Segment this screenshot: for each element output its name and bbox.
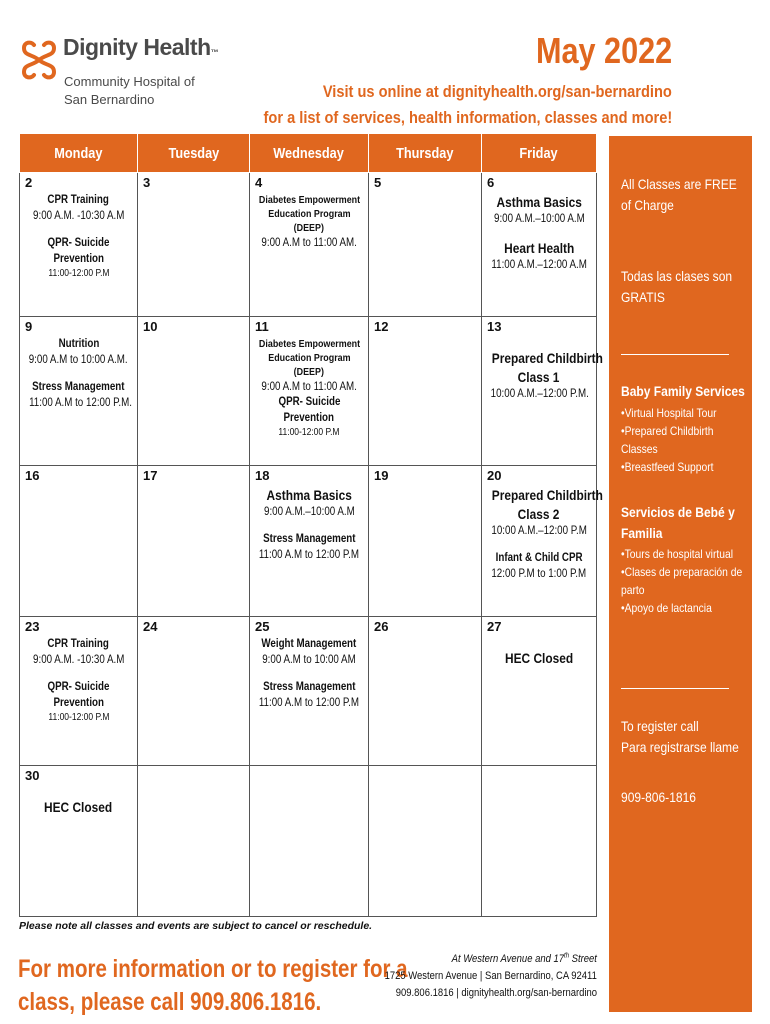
sidebar-divider [621, 688, 729, 689]
service-list-item: •Tours de hospital virtual [621, 547, 734, 561]
event-list [20, 193, 137, 281]
calendar-day-cell [369, 317, 482, 466]
service-list-item: •Apoyo de lactancia [621, 601, 712, 615]
event-time: 10:00 A.M.–12:00 P.M. [490, 387, 589, 400]
day-number: 16 [25, 468, 40, 483]
register-note: To register call Para registrarse llame [621, 718, 739, 755]
event-title: Stress Management [262, 681, 356, 694]
day-number: 17 [143, 468, 158, 483]
event-title: Heart Health [503, 240, 575, 257]
event-title: (DEEP) [293, 222, 325, 235]
event-time: 11:00-12:00 P.M [47, 268, 110, 280]
event-title: Stress Management [32, 381, 125, 394]
event-time: 10:00 A.M.–12:00 P.M [491, 524, 587, 537]
event-time: 11:00-12:00 P.M [47, 712, 110, 724]
weekday-header: Wednesday [250, 134, 369, 173]
event-time: 9:00 A.M to 11:00 AM. [261, 380, 357, 393]
day-number: 9 [25, 319, 33, 334]
cancel-note: Please note all classes and events are subject to cancel or reschedule. [19, 920, 373, 932]
event-time: 9:00 A.M. -10:30 A.M [32, 209, 125, 222]
day-number: 18 [255, 468, 270, 483]
calendar-week-row [20, 766, 597, 917]
event-list [250, 193, 368, 251]
day-number: 3 [143, 175, 151, 190]
calendar-week-row [20, 317, 597, 466]
event-title: Nutrition [58, 338, 99, 350]
service-list-item: parto [621, 583, 645, 597]
calendar-day-cell [250, 617, 369, 766]
calendar-day-cell [20, 617, 138, 766]
event-title: Class 2 [518, 505, 560, 522]
calendar-day-cell [369, 617, 482, 766]
event-title: QPR- Suicide [47, 681, 110, 694]
calendar-day-cell [250, 173, 369, 317]
event-list [250, 337, 368, 440]
event-title: Diabetes Empowerment [258, 194, 361, 206]
event-time: 11:00 A.M.–12:00 A.M [491, 259, 587, 272]
day-number: 24 [143, 619, 158, 634]
event-title: Asthma Basics [266, 487, 352, 503]
event-time: 9:00 A.M to 10:00 A.M. [29, 353, 128, 366]
calendar-day-cell [369, 173, 482, 317]
event-title: Stress Management [262, 533, 356, 546]
hospital-name-line-1: Community Hospital of [64, 74, 195, 89]
event-list [250, 637, 368, 711]
bebe-services-list [621, 545, 749, 617]
free-note-es: Todas las clases son GRATIS [621, 268, 733, 305]
event-list [482, 193, 596, 274]
service-list-item: •Breastfeed Support [621, 460, 714, 474]
event-time: 11:00-12:00 P.M [278, 427, 340, 439]
service-list-item: •Virtual Hospital Tour [621, 406, 717, 420]
weekday-header: Tuesday [138, 134, 250, 173]
day-number: 25 [255, 619, 270, 634]
event-title: QPR- Suicide [47, 237, 110, 250]
free-note-en: All Classes are FREE of Charge [621, 176, 737, 213]
calendar-day-cell [482, 466, 603, 617]
day-number: 23 [25, 619, 40, 634]
event-list [250, 486, 368, 563]
event-time: 9:00 A.M.–10:00 A.M [493, 212, 585, 225]
event-title: CPR Training [47, 638, 110, 650]
baby-services-list [621, 404, 749, 476]
calendar-day-cell [138, 466, 250, 617]
event-title: Prevention [283, 411, 335, 424]
event-list [20, 637, 137, 725]
bebe-services-heading: Servicios de Bebé y Familia [621, 504, 735, 541]
event-title: Asthma Basics [496, 194, 582, 210]
sidebar-phone: 909-806-1816 [621, 789, 696, 805]
event-list [482, 337, 603, 402]
month-title: May 2022 [535, 30, 672, 71]
event-title: Prevention [53, 696, 104, 709]
calendar-week-row [20, 173, 597, 317]
calendar-day-cell [138, 317, 250, 466]
sidebar-panel [609, 136, 752, 1012]
event-list [482, 637, 596, 668]
event-title: Infant & Child CPR [495, 552, 583, 565]
calendar-day-cell [20, 173, 138, 317]
calendar-day-cell [20, 766, 138, 917]
calendar-day-cell [250, 766, 369, 917]
service-list-item: •Clases de preparación de [621, 565, 743, 579]
calendar-table [19, 133, 603, 917]
day-number: 30 [25, 768, 40, 783]
service-list-item: •Prepared Childbirth [621, 424, 714, 438]
calendar-day-cell [482, 617, 597, 766]
weekday-header: Thursday [369, 134, 482, 173]
calendar-day-cell [250, 466, 369, 617]
day-number: 26 [374, 619, 389, 634]
event-title: Prevention [53, 252, 104, 265]
event-time: 12:00 P.M to 1:00 P.M [491, 567, 587, 580]
day-number: 11 [255, 319, 269, 334]
calendar-day-cell [482, 766, 597, 917]
event-time: 9:00 A.M to 11:00 AM. [261, 236, 357, 249]
day-number: 20 [487, 468, 502, 483]
day-number: 6 [487, 175, 495, 190]
calendar-day-cell [138, 173, 250, 317]
calendar-day-cell [482, 173, 597, 317]
event-title: Education Program [267, 352, 351, 365]
day-number: 13 [487, 319, 502, 334]
weekday-header: Monday [20, 134, 138, 173]
event-time: 9:00 A.M.–10:00 A.M [263, 505, 355, 518]
dignity-health-emblem-icon [20, 34, 58, 86]
event-title: Education Program [267, 208, 351, 221]
footer-address: At Western Avenue and 17th Street 1725 Western Avenue | San Bernardino, CA 92411 909.806.1816 | dignityhealth.org/san-bernardino [384, 952, 597, 1000]
day-number: 27 [487, 619, 502, 634]
event-title: HEC Closed [504, 650, 574, 666]
event-time: 9:00 A.M to 10:00 AM [262, 653, 356, 666]
event-title: Class 1 [518, 368, 560, 385]
service-list-item: Classes [621, 442, 658, 456]
event-time: 9:00 A.M. -10:30 A.M [32, 653, 125, 666]
day-number: 10 [143, 319, 158, 334]
calendar-day-cell [138, 617, 250, 766]
event-list [482, 486, 603, 582]
hospital-name-line-2: San Bernardino [64, 92, 155, 107]
visit-line-1: Visit us online at dignityhealth.org/san-bernardino [322, 82, 672, 101]
calendar-week-row [20, 617, 597, 766]
baby-services-heading: Baby Family Services [621, 383, 745, 399]
calendar-day-cell [20, 466, 138, 617]
event-title: (DEEP) [293, 366, 325, 379]
day-number: 2 [25, 175, 33, 190]
day-number: 5 [374, 175, 382, 190]
event-time: 11:00 A.M to 12:00 P.M [258, 548, 360, 561]
calendar-day-cell [250, 317, 369, 466]
day-number: 4 [255, 175, 263, 190]
weekday-header: Friday [482, 134, 597, 173]
visit-line-2: for a list of services, health information, classes and more! [263, 108, 672, 127]
event-time: 11:00 A.M to 12:00 P.M. [29, 396, 132, 409]
brand-name: Dignity Health™ [63, 34, 219, 60]
calendar-week-row [20, 466, 597, 617]
calendar-day-cell [20, 317, 138, 466]
event-time: 11:00 A.M to 12:00 P.M [258, 696, 360, 709]
calendar-day-cell [482, 317, 603, 466]
event-title: QPR- Suicide [278, 396, 340, 409]
event-list [20, 786, 137, 817]
event-title: CPR Training [47, 194, 110, 206]
dignity-health-logo [20, 34, 220, 114]
event-title: Diabetes Empowerment [258, 338, 361, 350]
calendar-day-cell [369, 466, 482, 617]
event-list [20, 337, 137, 411]
event-title: Prepared Childbirth [491, 487, 603, 503]
event-title: Prepared Childbirth [491, 350, 603, 366]
event-title: HEC Closed [44, 799, 113, 815]
calendar-day-cell [369, 766, 482, 917]
footer-cta: For more information or to register for a class, please call 909.806.1816. [18, 955, 408, 1016]
day-number: 19 [374, 468, 389, 483]
calendar-day-cell [138, 766, 250, 917]
sidebar-divider [621, 354, 729, 355]
event-title: Weight Management [261, 638, 357, 650]
day-number: 12 [374, 319, 389, 334]
